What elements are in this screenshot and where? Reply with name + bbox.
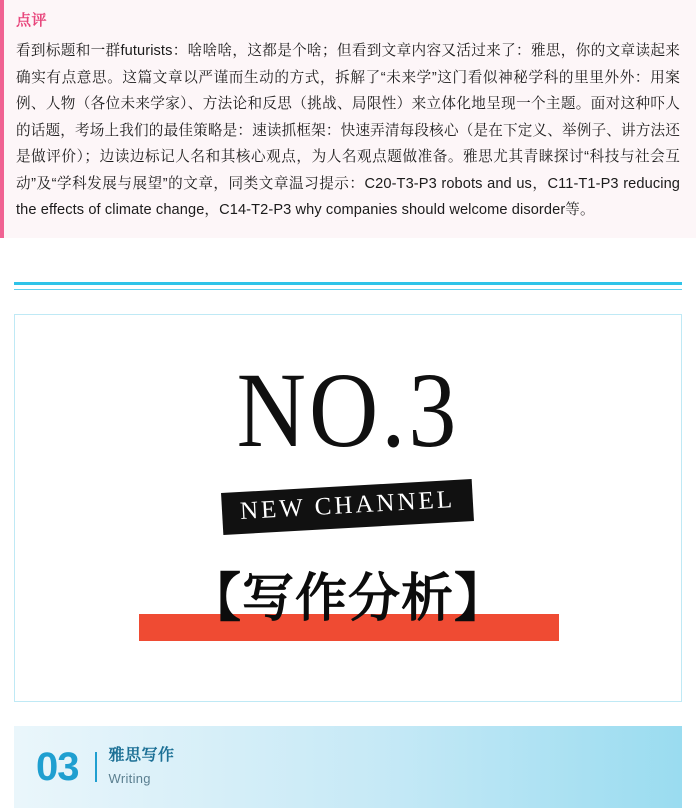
poster-title-block [133,562,563,654]
poster-channel-label: NEW CHANNEL [221,479,474,535]
section-number: 03 [36,744,79,789]
commentary-title: 点评 [16,12,48,29]
section-subtitle: Writing [108,770,151,786]
poster-content [21,322,675,694]
poster-card [14,314,682,702]
poster-image [21,322,675,694]
section-title: 雅思写作 [108,746,175,764]
section-divider [14,282,682,292]
divider-line-thick [14,282,682,285]
divider-line-thin [14,289,682,290]
poster-title: 【写作分析】 [188,568,507,629]
section-header-bar [14,726,682,808]
poster-number: NO.3 [236,349,460,469]
section-separator [95,752,97,782]
commentary-body: 看到标题和一群futurists：啥啥啥，这都是个啥；但看到文章内容又活过来了：雅思，你的文章读起来确实有点意思。这篇文章以严谨而生动的方式，拆解了“未来学”这门看似神秘学科的里里外外：用案例、人物（各位未来学家）、方法论和反思（挑战、局限性）来立体化地呈现一个主题。面对这种吓人的话题，考场上我们的最佳策略是：速读抓框架：快速弄清每段核心（是在下定义、举例子、讲方法还是做评价）；边读边标记人名和其核心观点，为人名观点题做准备。雅思尤其青睐探讨“科技与社会互动”及“学科发展与展望”的文章，同类文章温习提示：C20-T3-P3 robots and us，C11-T1-P3 reducing the effects of climate change，C14-T2-P3 why companies should welcome disorder等。 [16,43,680,218]
section-text-group [109,745,175,789]
commentary-block [0,0,696,238]
